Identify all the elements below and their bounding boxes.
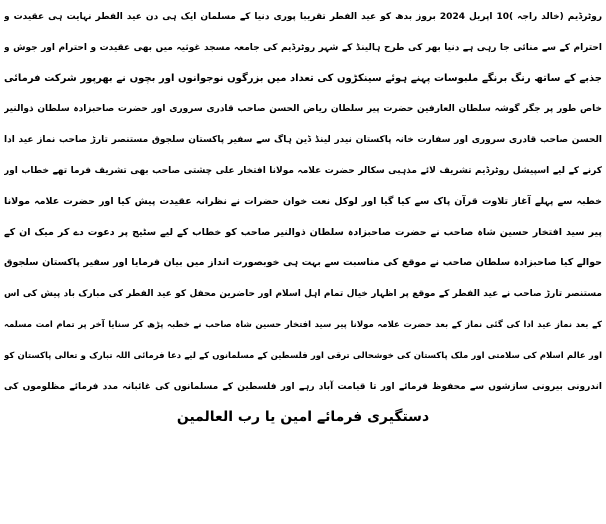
article-line: الحسن صاحب قادری سروری اور سفارت خانہ پاکستان نیدر لینڈ ڈین ہاگ سے سفیر پاکستان سلجوق مستنصر تارڑ صاحب نماز عید ادا [4,135,602,146]
article-line: احترام کے سے منائی جا رہی ہے دنیا بھر کی طرح ہالینڈ کے شہر روٹرڈیم کی جامعہ مسجد غوثیہ میں بھی عقیدت و احترام اور جوش و [4,42,602,53]
article-line: اور عالم اسلام کی سلامتی اور ملک پاکستان کی خوشحالی ترقی اور فلسطین کے مسلمانوں کے لیے دعا فرمائی اللہ تبارک و تعالی پاکستان کو [4,350,602,361]
article-line: کرنے کے لیے اسپیشل روٹرڈیم تشریف لائے مذہبی سکالر حضرت علامہ مولانا افتخار علی چشتی صاحب بھی تشریف فرما تھے خطاب اور [4,165,602,176]
article-line: کے بعد نماز عید ادا کی گئی نماز کے بعد حضرت علامہ مولانا پیر سید افتخار حسین شاہ صاحب نے خطبہ پڑھ کر سنایا آخر پر تمام امت مسلمہ [4,319,602,330]
article-line: خطبہ سے پہلے آغاز تلاوت قرآن پاک سے کیا گیا اور لوکل نعت خوان حضرات نے نظرانہ عقیدت پیش کیا اور حضرت علامہ مولانا [4,195,602,207]
article-line: خاص طور پر جگر گوشہ سلطان العارفین حضرت پیر سلطان ریاض الحسن صاحب قادری سروری اور حضرت صاحبزادہ سلطان ذوالنیر [4,104,602,115]
article-line: پیر سید افتخار حسین شاہ صاحب نے حضرت صاحبزادہ سلطان ذوالنیر صاحب کو خطاب کے لیے سٹیج پر دعوت دے کر میک ان کے [4,226,602,238]
article-line: جذبے کے ساتھ رنگ برنگے ملبوسات پہنے ہوئے سینکڑوں کی تعداد میں بزرگوں نوجوانوں اور بچوں نے بھرپور شرکت فرمائی [4,72,602,84]
article-closing-line: دستگیری فرمائے امین یا رب العالمین [176,409,430,426]
article-line: اندرونی بیرونی سازشوں سے محفوظ فرمائے اور تا قیامت آباد رہے اور فلسطین کے مسلمانوں کی غائبانہ مدد فرمائے مظلوموں کی [4,381,602,392]
article-line: حوالے کیا صاحبزادہ سلطان صاحب نے موقع کی مناسبت سے بہت ہی خوبصورت انداز میں بیان فرمایا اور سفیر پاکستان سلجوق [4,257,602,269]
news-article-body [4,2,602,433]
article-line: روٹرڈیم (خالد راجہ )10 اپریل 2024 بروز بدھ کو عید الفطر تقریبا پوری دنیا کے مسلمان ایک ہی دن عید الفطر نہایت ہی عقیدت و [4,12,602,22]
article-line: مستنصر تارڑ صاحب نے عید الفطر کے موقع پر اظہار خیال تمام اہل اسلام اور حاضرین محفل کو عید الفطر کی مبارک باد پیش کی اس [4,289,602,300]
